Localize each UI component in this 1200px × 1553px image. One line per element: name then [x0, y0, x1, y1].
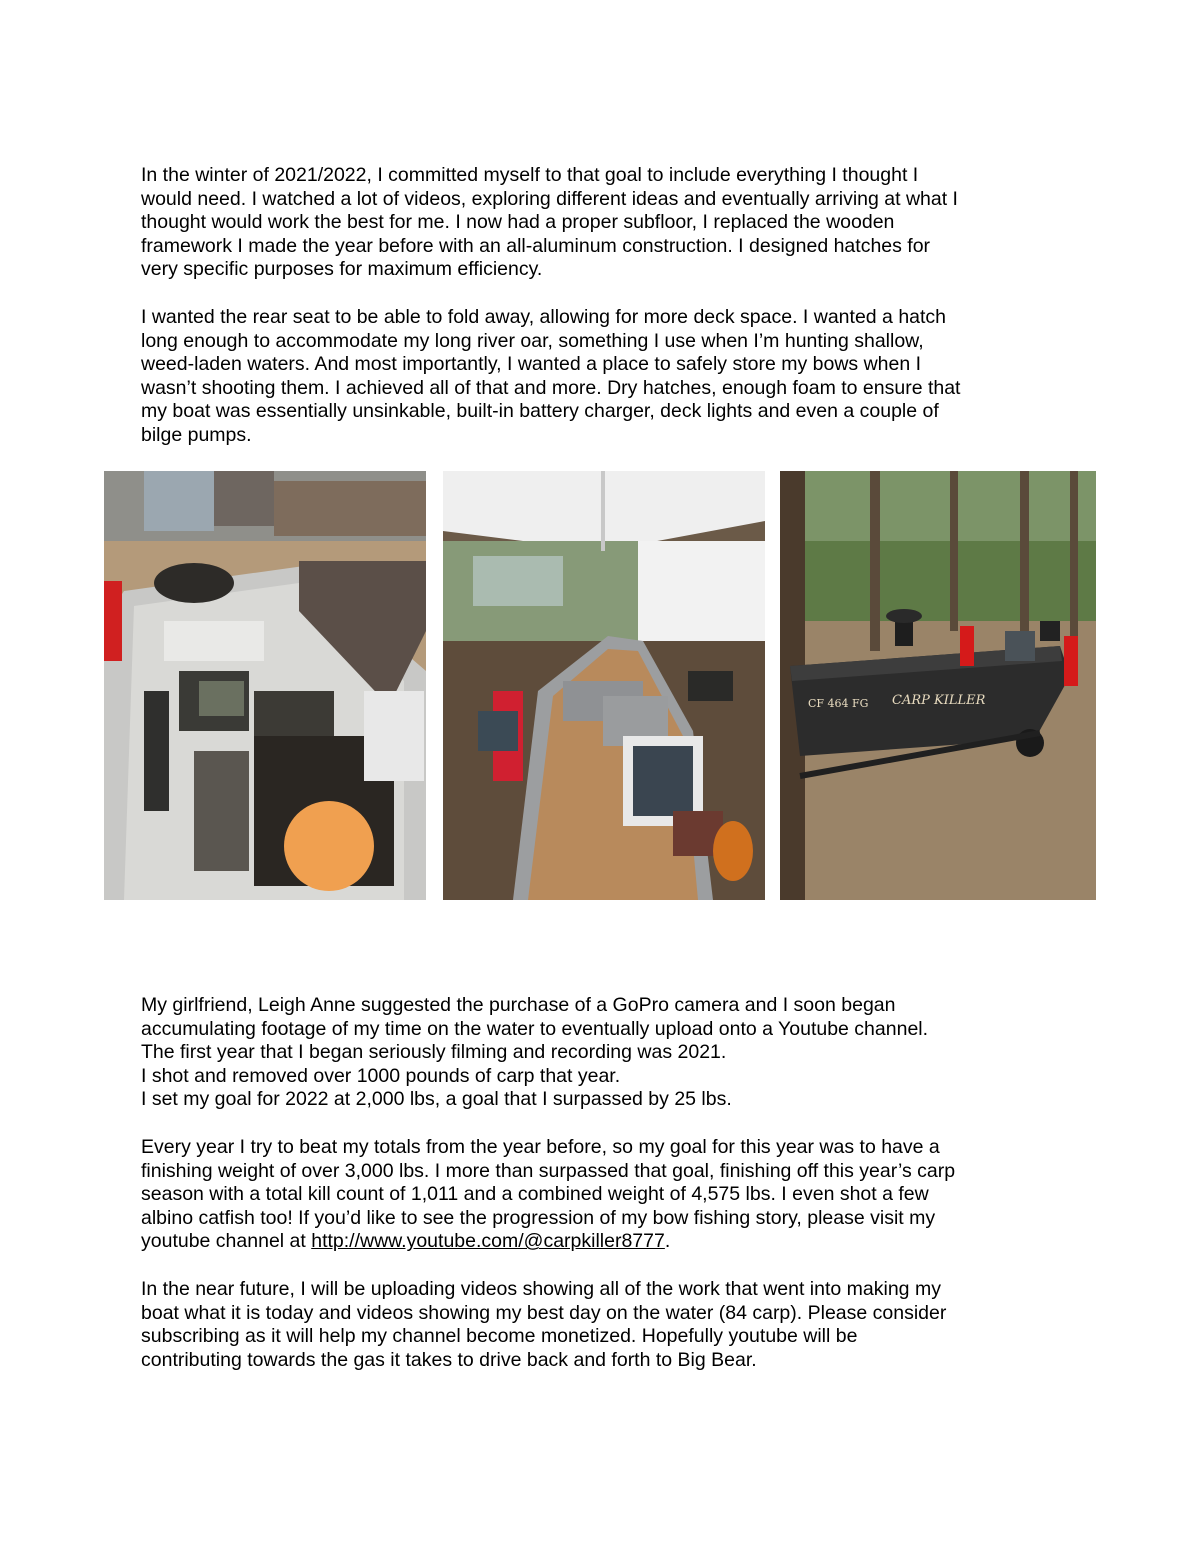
- text-line-with-link: [141, 1230, 1076, 1254]
- text-line: finishing weight of over 3,000 lbs. I more than surpassed that goal, finishing off this year’s carp: [141, 1159, 956, 1182]
- paragraph-yearly-totals: [141, 1136, 1076, 1254]
- text-line: weed-laden waters. And most importantly, I wanted a place to safely store my bows when I: [141, 353, 922, 376]
- text-line: subscribing as it will help my channel become monetized. Hopefully youtube will be: [141, 1325, 858, 1348]
- text-line: season with a total kill count of 1,011 and a combined weight of 4,575 lbs. I even shot a few: [141, 1183, 929, 1206]
- text-line: I wanted the rear seat to be able to fold away, allowing for more deck space. I wanted a hatch: [141, 306, 947, 328]
- link-prefix: youtube channel at: [141, 1230, 312, 1253]
- paragraph-gopro-youtube: [141, 994, 1076, 1112]
- text-line: contributing towards the gas it takes to drive back and forth to Big Bear.: [141, 1348, 757, 1371]
- boat-registration-text: CF 464 FG: [808, 697, 869, 710]
- text-line: bilge pumps.: [141, 423, 252, 446]
- text-line: thought would work the best for me. I now had a proper subfloor, I replaced the wooden: [141, 211, 895, 234]
- text-line: long enough to accommodate my long river oar, something I use when I’m hunting shallow,: [141, 329, 924, 352]
- text-line: The first year that I began seriously filming and recording was 2021.: [141, 1041, 727, 1064]
- paragraph-boat-features: [141, 306, 1076, 448]
- paragraph-hatch-design: [141, 164, 1076, 282]
- youtube-channel-link[interactable]: http://www.youtube.com/@carpkiller8777: [311, 1230, 665, 1253]
- text-line: accumulating footage of my time on the water to eventually upload onto a Youtube channel.: [141, 1017, 929, 1040]
- text-line: I shot and removed over 1000 pounds of carp that year.: [141, 1064, 621, 1087]
- text-line: very specific purposes for maximum efficiency.: [141, 258, 543, 281]
- text-line: My girlfriend, Leigh Anne suggested the purchase of a GoPro camera and I soon began: [141, 994, 896, 1016]
- photo-boat-under-canopy: [443, 471, 765, 900]
- paragraph-future-videos: [141, 1278, 1076, 1372]
- text-line: albino catfish too! If you’d like to see the progression of my bow fishing story, please visit my: [141, 1206, 936, 1229]
- text-line: wasn’t shooting them. I achieved all of that and more. Dry hatches, enough foam to ensure that: [141, 376, 961, 399]
- text-line: my boat was essentially unsinkable, built-in battery charger, deck lights and even a couple of: [141, 400, 939, 423]
- link-suffix: .: [664, 1230, 671, 1253]
- boat-name-text: CARP KILLER: [892, 693, 986, 708]
- text-line: In the near future, I will be uploading videos showing all of the work that went into making my: [141, 1278, 941, 1300]
- photo-boat-hatches-framework: [104, 471, 426, 900]
- text-line: framework I made the year before with an all-aluminum construction. I designed hatches for: [141, 234, 931, 257]
- text-line: I set my goal for 2022 at 2,000 lbs, a goal that I surpassed by 25 lbs.: [141, 1088, 732, 1111]
- text-line: Every year I try to beat my totals from the year before, so my goal for this year was to have a: [141, 1136, 940, 1158]
- text-line: would need. I watched a lot of videos, exploring different ideas and eventually arriving at what I: [141, 187, 958, 210]
- text-line: In the winter of 2021/2022, I committed myself to that goal to include everything I thought I: [141, 164, 919, 186]
- photo-finished-boat-carp-killer: [780, 471, 1096, 900]
- text-line: boat what it is today and videos showing my best day on the water (84 carp). Please consider: [141, 1301, 947, 1324]
